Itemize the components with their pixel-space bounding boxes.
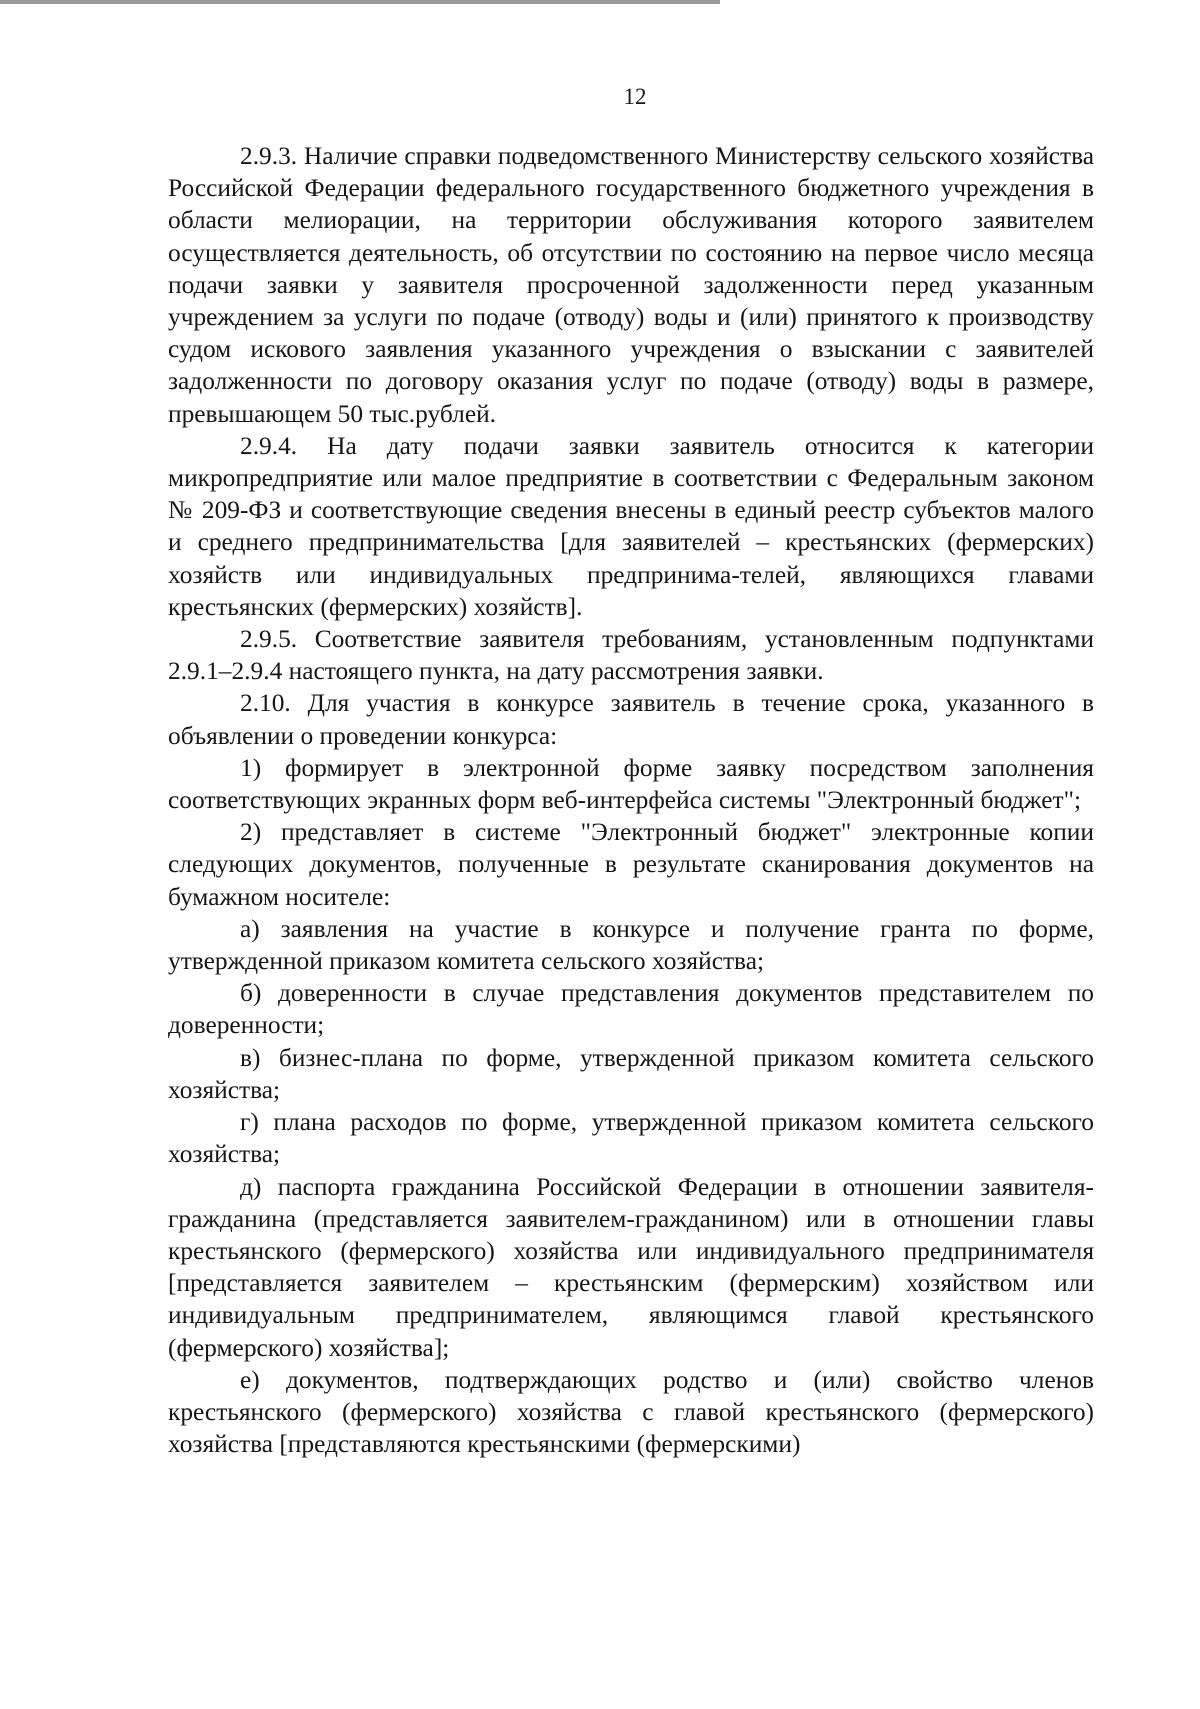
page-number: 12 [623,84,647,109]
paragraph-item-a: а) заявления на участие в конкурсе и получение гранта по форме, утвержденной приказом комитета сельского хозяйства; [168,914,1094,976]
paragraph-2-9-5: 2.9.5. Соответствие заявителя требованиям, установленным подпунктами 2.9.1–2.9.4 настоящего пункта, на дату рассмотрения заявки. [168,625,1094,686]
paragraph-item-v: в) бизнес-плана по форме, утвержденной приказом комитета сельского хозяйства; [168,1043,1094,1104]
paragraph-item-d: д) паспорта гражданина Российской Федерации в отношении заявителя-гражданина (представляется заявителем-гражданином) или в отношении главы крестьянского (фермерского) хозяйства или индивидуального предпринимателя [представляется заявителем – крестьянским (фермерским) хозяйством или индивидуальным предпринимателем, являющимся главой крестьянского (фермерского) хозяйства]; [168,1172,1094,1362]
document-body [168,140,1094,1460]
paragraph-2-9-3: 2.9.3. Наличие справки подведомственного Министерству сельского хозяйства Российской Федерации федерального государственного бюджетного учреждения в области мелиорации, на территории обслуживания которого заявителем осуществляется деятельность, об отсутствии по состоянию на первое число месяца подачи заявки у заявителя просроченной задолженности перед указанным учреждением за услуги по подаче (отводу) воды и (или) принятого к производству судом искового заявления указанного учреждения о взыскании с заявителей задолженности по договору оказания услуг по подаче (отводу) воды в размере, превышающем 50 тыс.рублей. [168,142,1094,428]
paragraph-item-e: е) документов, подтверждающих родство и (или) свойство членов крестьянского (фермерского) хозяйства с главой крестьянского (фермерского) хозяйства [представляются крестьянскими (фермерскими) [168,1365,1094,1459]
scan-edge-line [0,0,720,4]
paragraph-2-9-4: 2.9.4. На дату подачи заявки заявитель относится к категории микропредприятие или малое предприятие в соответствии с Федеральным законом № 209-ФЗ и соответствующие сведения внесены в единый реестр субъектов малого и среднего предпринимательства [для заявителей – крестьянских (фермерских) хозяйств или индивидуальных предпринима-телей, являющихся главами крестьянских (фермерских) хозяйств]. [168,431,1094,621]
paragraph-item-g: г) плана расходов по форме, утвержденной приказом комитета сельского хозяйства; [168,1108,1094,1169]
paragraph-2-10: 2.10. Для участия в конкурсе заявитель в течение срока, указанного в объявлении о проведении конкурса: [168,689,1094,750]
paragraph-item-2: 2) представляет в системе "Электронный бюджет" электронные копии следующих документов, полученные в результате сканирования документов на бумажном носителе: [168,818,1094,911]
paragraph-item-1: 1) формирует в электронной форме заявку посредством заполнения соответствующих экранных форм веб-интерфейса системы "Электронный бюджет"; [168,753,1094,815]
paragraph-item-b: б) доверенности в случае представления документов представителем по доверенности; [168,979,1094,1040]
